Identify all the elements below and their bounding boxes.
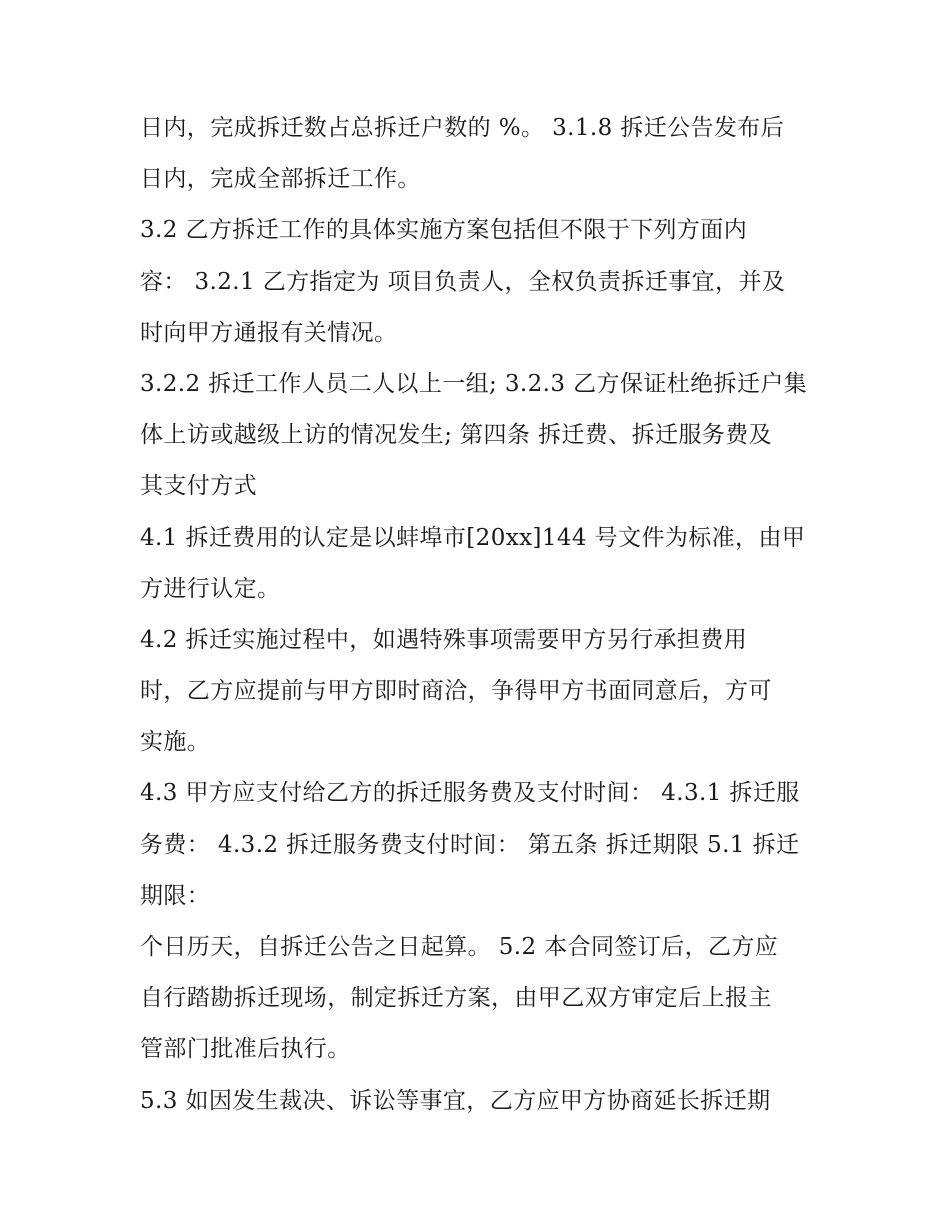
text-line: 5.3 如因发生裁决、诉讼等事宜，乙方应甲方协商延长拆迁期 [140, 1087, 771, 1114]
text-line: 日内，完成全部拆迁工作。 [140, 166, 421, 193]
text-line: 时向甲方通报有关情况。 [140, 319, 398, 346]
text-line: 体上访或越级上访的情况发生; 第四条 拆迁费、拆迁服务费及 [140, 422, 772, 449]
text-line: 个日历天，自拆迁公告之日起算。 5.2 本合同签订后，乙方应 [140, 934, 779, 960]
text-line: 4.3 甲方应支付给乙方的拆迁服务费及支付时间： 4.3.1 拆迁服 [140, 780, 800, 807]
text-line: 日内，完成拆迁数占总拆迁户数的 %。 3.1.8 拆迁公告发布后 [140, 115, 785, 141]
text-line: 3.2 乙方拆迁工作的具体实施方案包括但不限于下列方面内 [140, 217, 748, 244]
text-line: 4.1 拆迁费用的认定是以蚌埠市[20xx]144 号文件为标准，由甲 [140, 524, 806, 551]
text-line: 实施。 [140, 729, 211, 756]
text-line: 4.2 拆迁实施过程中，如遇特殊事项需要甲方另行承担费用 [140, 626, 748, 653]
text-line: 期限： [140, 882, 211, 909]
text-line: 容： 3.2.1 乙方指定为 项目负责人，全权负责拆迁事宜，并及 [140, 268, 786, 295]
text-line: 时，乙方应提前与甲方即时商洽，争得甲方书面同意后，方可 [140, 678, 772, 705]
text-line: 方进行认定。 [140, 575, 281, 602]
text-line: 务费： 4.3.2 拆迁服务费支付时间： 第五条 拆迁期限 5.1 拆迁 [140, 831, 800, 858]
text-line: 3.2.2 拆迁工作人员二人以上一组; 3.2.3 乙方保证杜绝拆迁户集 [140, 370, 808, 397]
text-line: 其支付方式 [140, 473, 257, 500]
text-line: 自行踏勘拆迁现场，制定拆迁方案，由甲乙双方审定后上报主 [140, 985, 772, 1012]
text-line: 管部门批准后执行。 [140, 1036, 351, 1063]
document-body [140, 103, 820, 1127]
